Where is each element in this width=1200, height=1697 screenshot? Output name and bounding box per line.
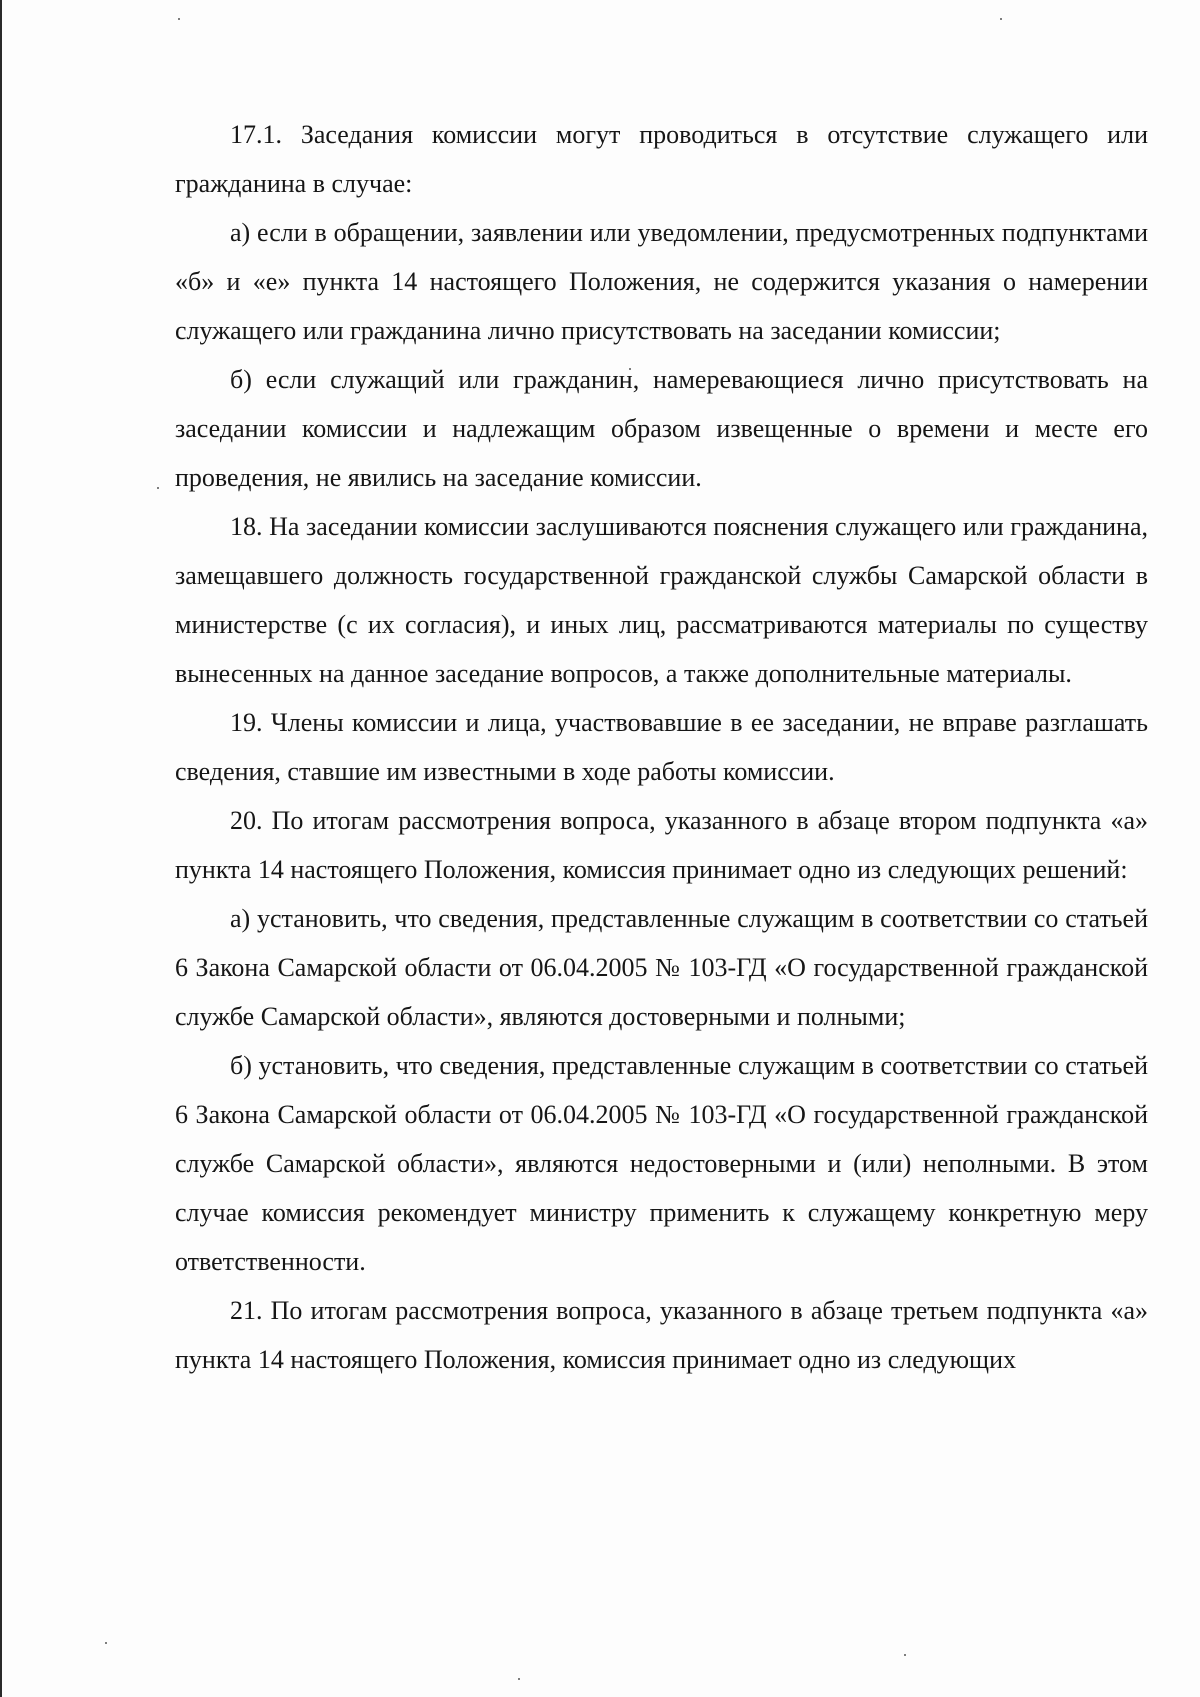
- scan-speck: [178, 18, 180, 20]
- paragraph-17-1-b: б) если служащий или гражданин, намеревающиеся лично присутствовать на заседании комиссии и надлежащим образом извещенные о времени и месте его проведения, не явились на заседание комиссии.: [175, 365, 1148, 492]
- scan-speck: [1000, 18, 1002, 20]
- document-body: [175, 110, 1148, 1384]
- paragraph-19: 19. Члены комиссии и лица, участвовавшие в ее заседании, не вправе разглашать сведения, ставшие им известными в ходе работы комиссии.: [175, 708, 1148, 786]
- paragraph-17-1: 17.1. Заседания комиссии могут проводиться в отсутствие служащего или гражданина в случае:: [175, 120, 1148, 198]
- paragraph-20-b: б) установить, что сведения, представленные служащим в соответствии со статьей 6 Закона Самарской области от 06.04.2005 № 103-ГД «О государственной гражданской службе Самарской области», являются недостоверными и (или) неполными. В этом случае комиссия рекомендует министру применить к служащему конкретную меру ответственности.: [175, 1051, 1148, 1276]
- scan-speck: [157, 487, 159, 489]
- paragraph-20-a: а) установить, что сведения, представленные служащим в соответствии со статьей 6 Закона Самарской области от 06.04.2005 № 103-ГД «О государственной гражданской службе Самарской области», являются достоверными и полными;: [175, 904, 1148, 1031]
- scan-speck: [105, 1642, 107, 1644]
- paragraph-18: 18. На заседании комиссии заслушиваются пояснения служащего или гражданина, замещавшего должность государственной гражданской службы Самарской области в министерстве (с их согласия), и иных лиц, рассматриваются материалы по существу вынесенных на данное заседание вопросов, а также дополнительные материалы.: [175, 512, 1148, 688]
- scan-speck: [904, 1654, 906, 1656]
- scan-border: [0, 0, 2, 1697]
- paragraph-20: 20. По итогам рассмотрения вопроса, указанного в абзаце втором подпункта «а» пункта 14 настоящего Положения, комиссия принимает одно из следующих решений:: [175, 806, 1148, 884]
- paragraph-21: 21. По итогам рассмотрения вопроса, указанного в абзаце третьем подпункта «а» пункта 14 настоящего Положения, комиссия принимает одно из следующих: [175, 1296, 1148, 1374]
- paragraph-17-1-a: а) если в обращении, заявлении или уведомлении, предусмотренных подпунктами «б» и «е» пункта 14 настоящего Положения, не содержится указания о намерении служащего или гражданина лично присутствовать на заседании комиссии;: [175, 218, 1148, 345]
- scan-speck: [518, 1678, 520, 1680]
